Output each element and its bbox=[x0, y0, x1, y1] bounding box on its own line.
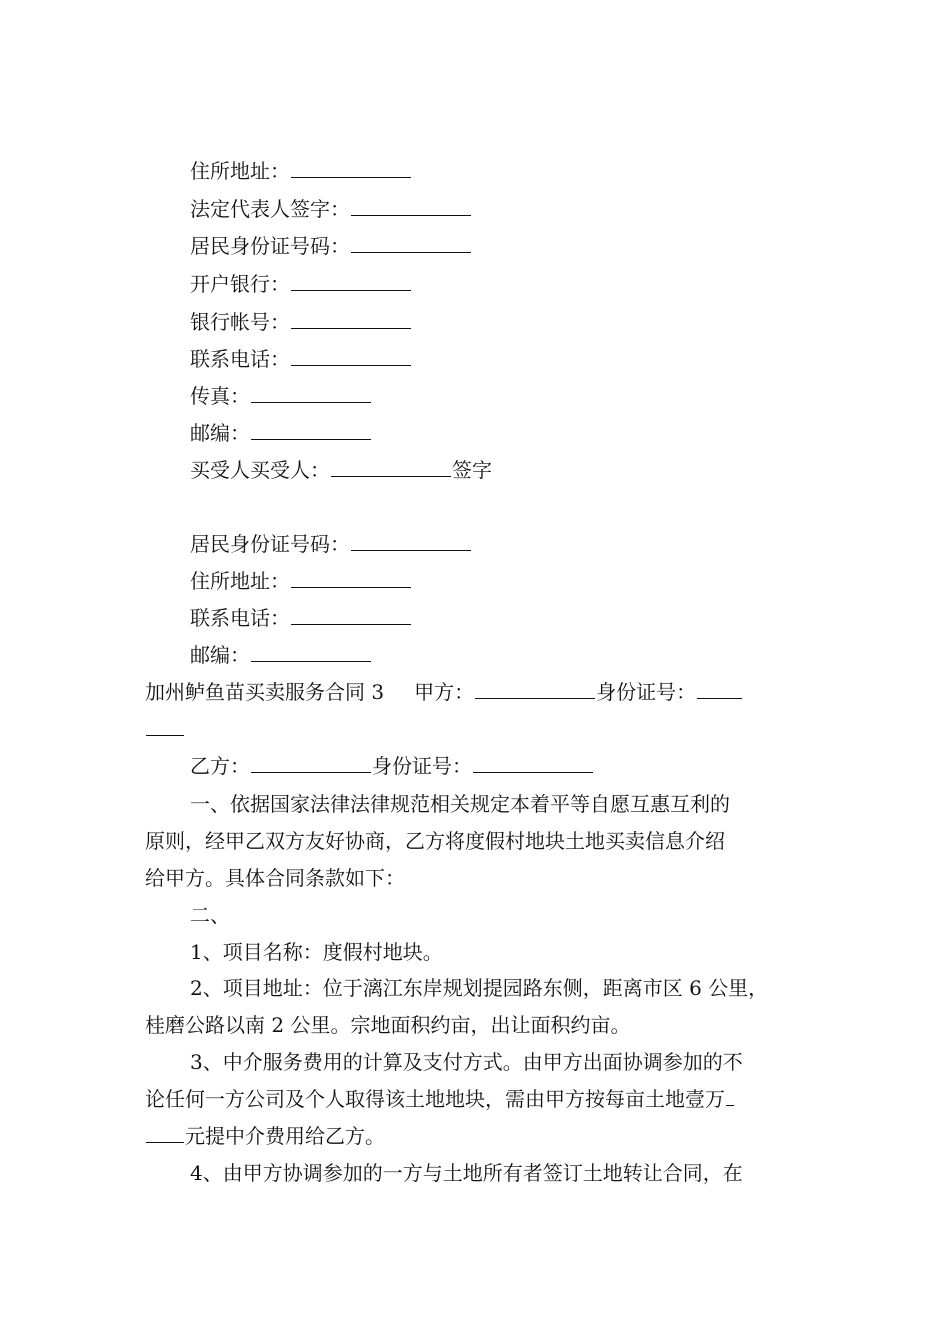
buyer-postcode-blank bbox=[251, 641, 371, 662]
contract-title-row bbox=[145, 678, 743, 706]
fax-row bbox=[190, 382, 372, 410]
party-b-id-blank bbox=[473, 752, 593, 773]
seller-id-row bbox=[190, 232, 472, 260]
item-3-line1: 3、中介服务费用的计算及支付方式。由甲方出面协调参加的不 bbox=[190, 1050, 743, 1074]
seller-phone-blank bbox=[291, 345, 411, 366]
fee-blank bbox=[726, 1085, 734, 1106]
buyer-label: 买受人买受人： bbox=[190, 458, 330, 482]
party-b-row bbox=[190, 752, 594, 780]
seller-address-label: 住所地址： bbox=[190, 159, 290, 183]
bank-blank bbox=[291, 270, 411, 291]
contract-title: 加州鲈鱼苗买卖服务合同 3 bbox=[145, 680, 385, 704]
buyer-postcode-label: 邮编： bbox=[190, 643, 250, 667]
party-a-id-blank bbox=[697, 678, 742, 699]
seller-phone-row bbox=[190, 345, 412, 373]
party-b-blank bbox=[251, 752, 371, 773]
fee-blank-cont bbox=[146, 1122, 184, 1143]
buyer-address-label: 住所地址： bbox=[190, 569, 290, 593]
account-label: 银行帐号： bbox=[190, 310, 290, 334]
buyer-id-label: 居民身份证号码： bbox=[190, 532, 350, 556]
legal-rep-row bbox=[190, 195, 472, 223]
account-blank bbox=[291, 308, 411, 329]
item-1: 1、项目名称：度假村地块。 bbox=[190, 940, 443, 964]
section-2-heading: 二、 bbox=[190, 903, 230, 927]
item-3-line2: 论任何一方公司及个人取得该土地地块，需由甲方按每亩土地壹万 bbox=[145, 1087, 725, 1111]
para1-line3: 给甲方。具体合同条款如下： bbox=[145, 866, 405, 890]
buyer-row bbox=[190, 456, 492, 484]
item-3-line2-row bbox=[145, 1085, 735, 1113]
party-a-blank bbox=[475, 678, 595, 699]
buyer-phone-blank bbox=[291, 604, 411, 625]
fax-blank bbox=[251, 382, 371, 403]
fax-label: 传真： bbox=[190, 384, 250, 408]
bank-label: 开户银行： bbox=[190, 272, 290, 296]
bank-row bbox=[190, 270, 412, 298]
buyer-blank bbox=[331, 456, 451, 477]
seller-postcode-row bbox=[190, 419, 372, 447]
account-row bbox=[190, 308, 412, 336]
buyer-phone-label: 联系电话： bbox=[190, 606, 290, 630]
item-2-line2: 桂磨公路以南 2 公里。宗地面积约亩，出让面积约亩。 bbox=[145, 1013, 631, 1037]
item-4-line1: 4、由甲方协调参加的一方与土地所有者签订土地转让合同，在 bbox=[190, 1161, 743, 1185]
item-3-line3-row bbox=[145, 1122, 385, 1150]
para1-line1: 一、依据国家法律法律规范相关规定本着平等自愿互惠互利的 bbox=[190, 792, 730, 816]
item-3-line3: 元提中介费用给乙方。 bbox=[185, 1124, 385, 1148]
seller-postcode-label: 邮编： bbox=[190, 421, 250, 445]
party-a-id-label: 身份证号： bbox=[596, 680, 697, 704]
buyer-id-blank bbox=[351, 530, 471, 551]
seller-id-label: 居民身份证号码： bbox=[190, 234, 350, 258]
legal-rep-blank bbox=[351, 195, 471, 216]
buyer-address-row bbox=[190, 567, 412, 595]
seller-postcode-blank bbox=[251, 419, 371, 440]
party-b-label: 乙方： bbox=[190, 754, 250, 778]
party-a-id-continuation bbox=[145, 715, 185, 743]
seller-phone-label: 联系电话： bbox=[190, 347, 290, 371]
seller-address-row bbox=[190, 157, 412, 185]
buyer-sign-label: 签字 bbox=[452, 458, 492, 482]
buyer-id-row bbox=[190, 530, 472, 558]
party-a-label: 甲方： bbox=[414, 680, 475, 704]
party-b-id-label: 身份证号： bbox=[372, 754, 472, 778]
legal-rep-label: 法定代表人签字： bbox=[190, 197, 350, 221]
item-2-line1: 2、项目地址：位于漓江东岸规划提园路东侧，距离市区 6 公里， bbox=[190, 976, 769, 1000]
para1-line2: 原则，经甲乙双方友好协商，乙方将度假村地块土地买卖信息介绍 bbox=[145, 829, 725, 853]
buyer-postcode-row bbox=[190, 641, 372, 669]
party-a-id-blank-cont bbox=[146, 715, 184, 736]
seller-address-blank bbox=[291, 157, 411, 178]
buyer-phone-row bbox=[190, 604, 412, 632]
buyer-address-blank bbox=[291, 567, 411, 588]
seller-id-blank bbox=[351, 232, 471, 253]
